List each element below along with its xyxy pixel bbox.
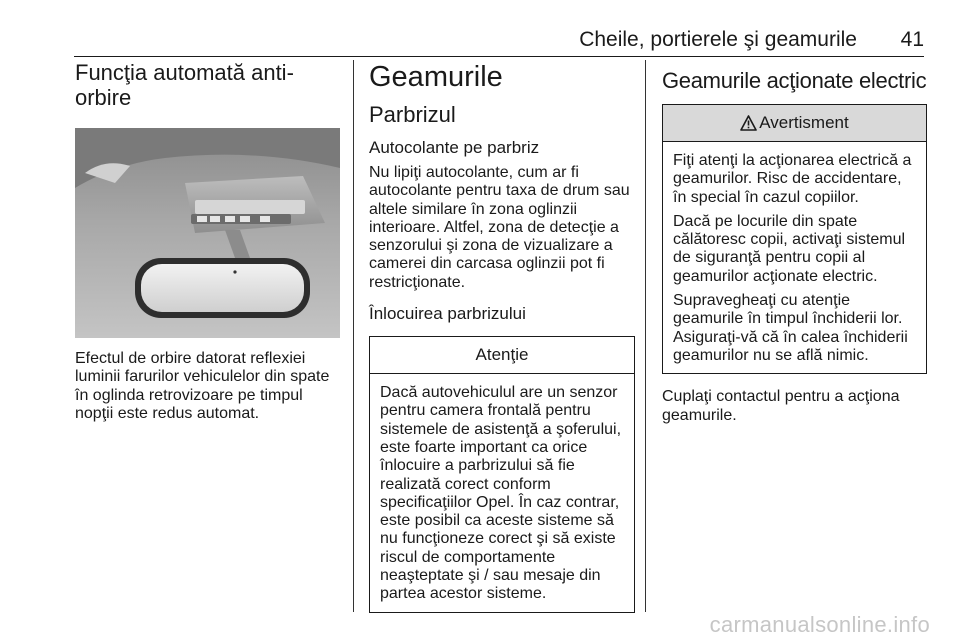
column-2	[369, 60, 635, 613]
anti-glare-text: Efectul de orbire datorat reflexiei luminii farurilor vehiculelor din spate în oglinda retrovizoare pe timpul nopţii este redus automat.	[75, 350, 330, 422]
column-3	[662, 60, 927, 425]
section-heading-anti-glare: Funcţia automată anti-orbire	[75, 60, 294, 110]
watermark: carmanualsonline.info	[709, 612, 930, 637]
page-header	[0, 26, 960, 56]
heading-windscreen-stickers: Autocolante pe parbriz	[369, 138, 540, 157]
column-1	[75, 60, 340, 423]
warning-paragraph-2: Dacă pe locurile din spate călătoresc copii, activaţi sistemul de siguranţă pentru copii al geamurilor acţionate electric.	[673, 212, 906, 285]
warning-paragraph-1: Fiţi atenţi la acţionarea electrică a geamurilor. Risc de accidentare, în special în cazul copiilor.	[673, 152, 912, 206]
notice-text: Dacă autovehiculul are un senzor pentru camera frontală pentru sistemele de asistenţă a şoferului, este foarte important ca orice înlocuire a parbrizului să fie realizată corect conform specificaţiilor Opel. În caz contrar, este posibil ca aceste sisteme să nu funcţioneze corect şi să existe riscul de comportamente neaşteptate şi / sau mesaje din partea acestor sisteme.	[380, 384, 622, 603]
header-title: Cheile, portierele şi geamurile	[579, 28, 857, 51]
warning-header	[663, 105, 926, 142]
notice-title: Atenţie	[370, 337, 634, 374]
heading-windscreen-replacement: Înlocuirea parbrizului	[369, 304, 526, 324]
warning-triangle-icon	[740, 115, 757, 131]
column-divider	[645, 60, 646, 612]
warning-title: Avertisment	[759, 113, 849, 132]
page-number: 41	[900, 28, 924, 51]
subheading-windscreen: Parbrizul	[369, 102, 456, 127]
section-heading-windows: Geamurile	[369, 61, 503, 93]
section-heading-power-windows: Geamurile acţionate electric	[662, 68, 927, 93]
warning-box	[662, 104, 927, 374]
header-rule	[74, 56, 924, 57]
rearview-mirror-photo	[75, 128, 340, 338]
notice-box	[369, 336, 635, 613]
warning-paragraph-3: Supravegheaţi cu atenţie geamurile în timpul închiderii lor. Asiguraţi-vă că în calea închiderii geamurilor nu se află nimic.	[673, 292, 908, 364]
power-windows-text: Cuplaţi contactul pentru a acţiona geamurile.	[662, 388, 900, 424]
column-divider	[353, 60, 354, 612]
windscreen-stickers-text: Nu lipiţi autocolante, cum ar fi autocolante pentru taxa de drum sau altele similare în zona oglinzii interioare. Altfel, zona de detecţie a senzorului şi zona de vizualizare a camerei din carcasa oglinzii pot fi restricţionate.	[369, 164, 630, 291]
